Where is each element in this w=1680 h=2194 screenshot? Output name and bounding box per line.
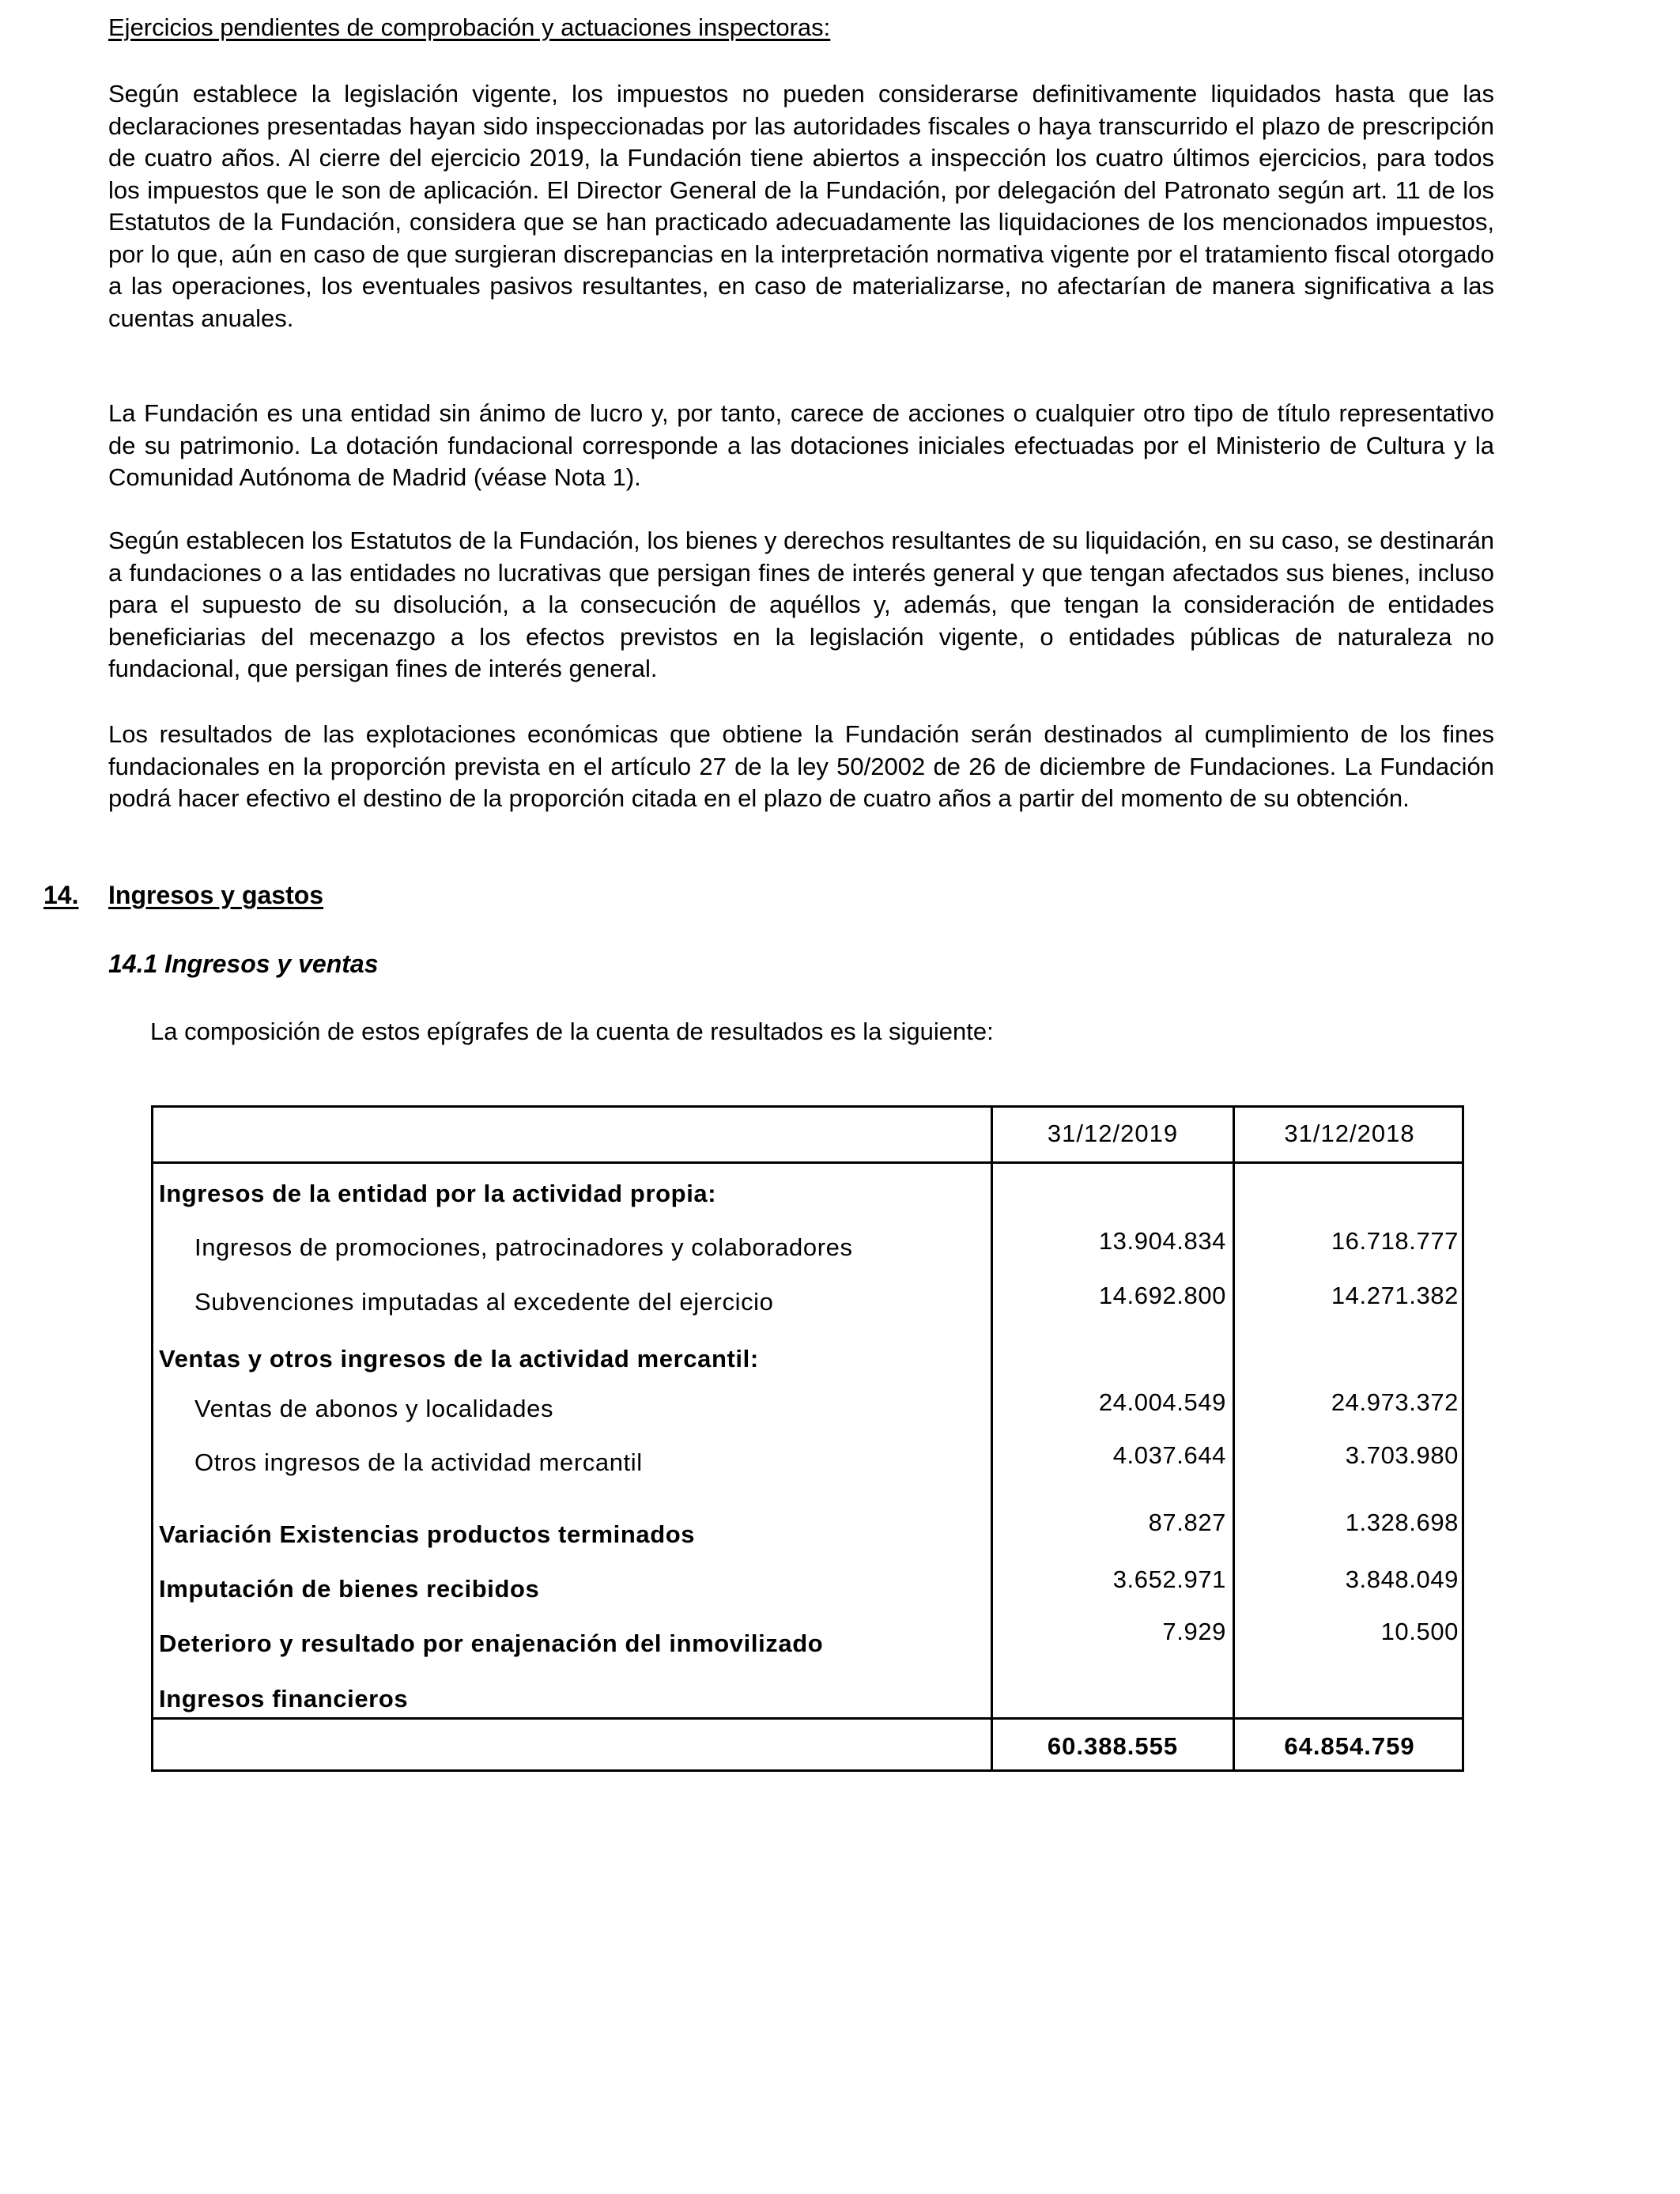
total-2019: 60.388.555	[1047, 1732, 1179, 1760]
column-header-2018: 31/12/2018	[1284, 1120, 1415, 1147]
subsection-14-1-heading: 14.1 Ingresos y ventas	[108, 950, 379, 978]
value-2018: 3.848.049	[1345, 1565, 1459, 1593]
row-label: Ventas de abonos y localidades	[194, 1395, 554, 1422]
value-2019: 14.692.800	[1098, 1282, 1226, 1309]
row-label: Otros ingresos de la actividad mercantil	[194, 1448, 643, 1476]
value-2019: 24.004.549	[1098, 1388, 1226, 1416]
value-2018: 14.271.382	[1331, 1282, 1459, 1309]
section-title: Ingresos y gastos	[108, 881, 324, 909]
row-label: Ventas y otros ingresos de la actividad mercantil:	[159, 1345, 759, 1373]
table-intro: La composición de estos epígrafes de la cuenta de resultados es la siguiente:	[150, 1018, 994, 1045]
column-divider	[991, 1108, 993, 1769]
row-label: Ingresos de promociones, patrocinadores y colaboradores	[194, 1233, 853, 1261]
value-2019: 3.652.971	[1112, 1565, 1226, 1593]
row-label: Subvenciones imputadas al excedente del ejercicio	[194, 1288, 774, 1316]
paragraph-tax-inspection: Según establece la legislación vigente, los impuestos no pueden considerarse definitivamente liquidados hasta que las declaraciones presentadas hayan sido inspeccionadas por las autoridades fiscales o haya transcurrido el plazo de prescripción de cuatro años. Al cierre del ejercicio 2019, la Fundación tiene abiertos a inspección los cuatro últimos ejercicios, para todos los impuestos que le son de aplicación. El Director General de la Fundación, por delegación del Patronato según art. 11 de los Estatutos de la Fundación, considera que se han practicado adecuadamente las liquidaciones de los mencionados impuestos, por lo que, aún en caso de que surgieran discrepancias en la interpretación normativa vigente por el tratamiento fiscal otorgado a las operaciones, los eventuales pasivos resultantes, en caso de materializarse, no afectarían de manera significativa a las cuentas anuales.	[108, 80, 1494, 332]
section-14-heading	[43, 878, 323, 912]
inspection-heading: Ejercicios pendientes de comprobación y actuaciones inspectoras:	[108, 13, 831, 41]
row-label: Imputación de bienes recibidos	[159, 1575, 540, 1603]
value-2018: 16.718.777	[1331, 1227, 1459, 1255]
value-2019: 4.037.644	[1112, 1441, 1226, 1469]
section-number: 14.	[43, 881, 79, 909]
row-label: Deterioro y resultado por enajenación del inmovilizado	[159, 1629, 824, 1657]
value-2019: 13.904.834	[1098, 1227, 1226, 1255]
header-divider	[153, 1161, 1462, 1164]
paragraph-non-profit: La Fundación es una entidad sin ánimo de lucro y, por tanto, carece de acciones o cualquier otro tipo de título representativo de su patrimonio. La dotación fundacional corresponde a las dotaciones iniciales efectuadas por el Ministerio de Cultura y la Comunidad Autónoma de Madrid (véase Nota 1).	[108, 399, 1494, 491]
income-table	[151, 1105, 1464, 1772]
row-label: Ingresos de la entidad por la actividad propia:	[159, 1180, 717, 1207]
value-2018: 1.328.698	[1345, 1509, 1459, 1536]
row-label: Ingresos financieros	[159, 1685, 409, 1713]
value-2018: 24.973.372	[1331, 1388, 1459, 1416]
paragraph-economic-results: Los resultados de las explotaciones económicas que obtiene la Fundación serán destinados al cumplimiento de los fines fundacionales en la proporción prevista en el artículo 27 de la ley 50/2002 de 26 de diciembre de Fundaciones. La Fundación podrá hacer efectivo el destino de la proporción citada en el plazo de cuatro años a partir del momento de su obtención.	[108, 720, 1494, 812]
paragraph-liquidation: Según establecen los Estatutos de la Fundación, los bienes y derechos resultantes de su liquidación, en su caso, se destinarán a fundaciones o a las entidades no lucrativas que persigan fines de interés general y que tengan afectados sus bienes, incluso para el supuesto de su disolución, a la consecución de aquéllos y, además, que tengan la consideración de entidades beneficiarias del mecenazgo a los efectos previstos en la legislación vigente, o entidades públicas de naturaleza no fundacional, que persigan fines de interés general.	[108, 527, 1494, 682]
value-2018: 10.500	[1380, 1618, 1459, 1645]
value-2019: 87.827	[1148, 1509, 1226, 1536]
column-header-2019: 31/12/2019	[1047, 1120, 1179, 1147]
value-2019: 7.929	[1162, 1618, 1226, 1645]
total-2018: 64.854.759	[1284, 1732, 1415, 1760]
row-label: Variación Existencias productos terminados	[159, 1520, 696, 1548]
total-divider	[153, 1717, 1462, 1720]
column-divider	[1233, 1108, 1235, 1769]
value-2018: 3.703.980	[1345, 1441, 1459, 1469]
